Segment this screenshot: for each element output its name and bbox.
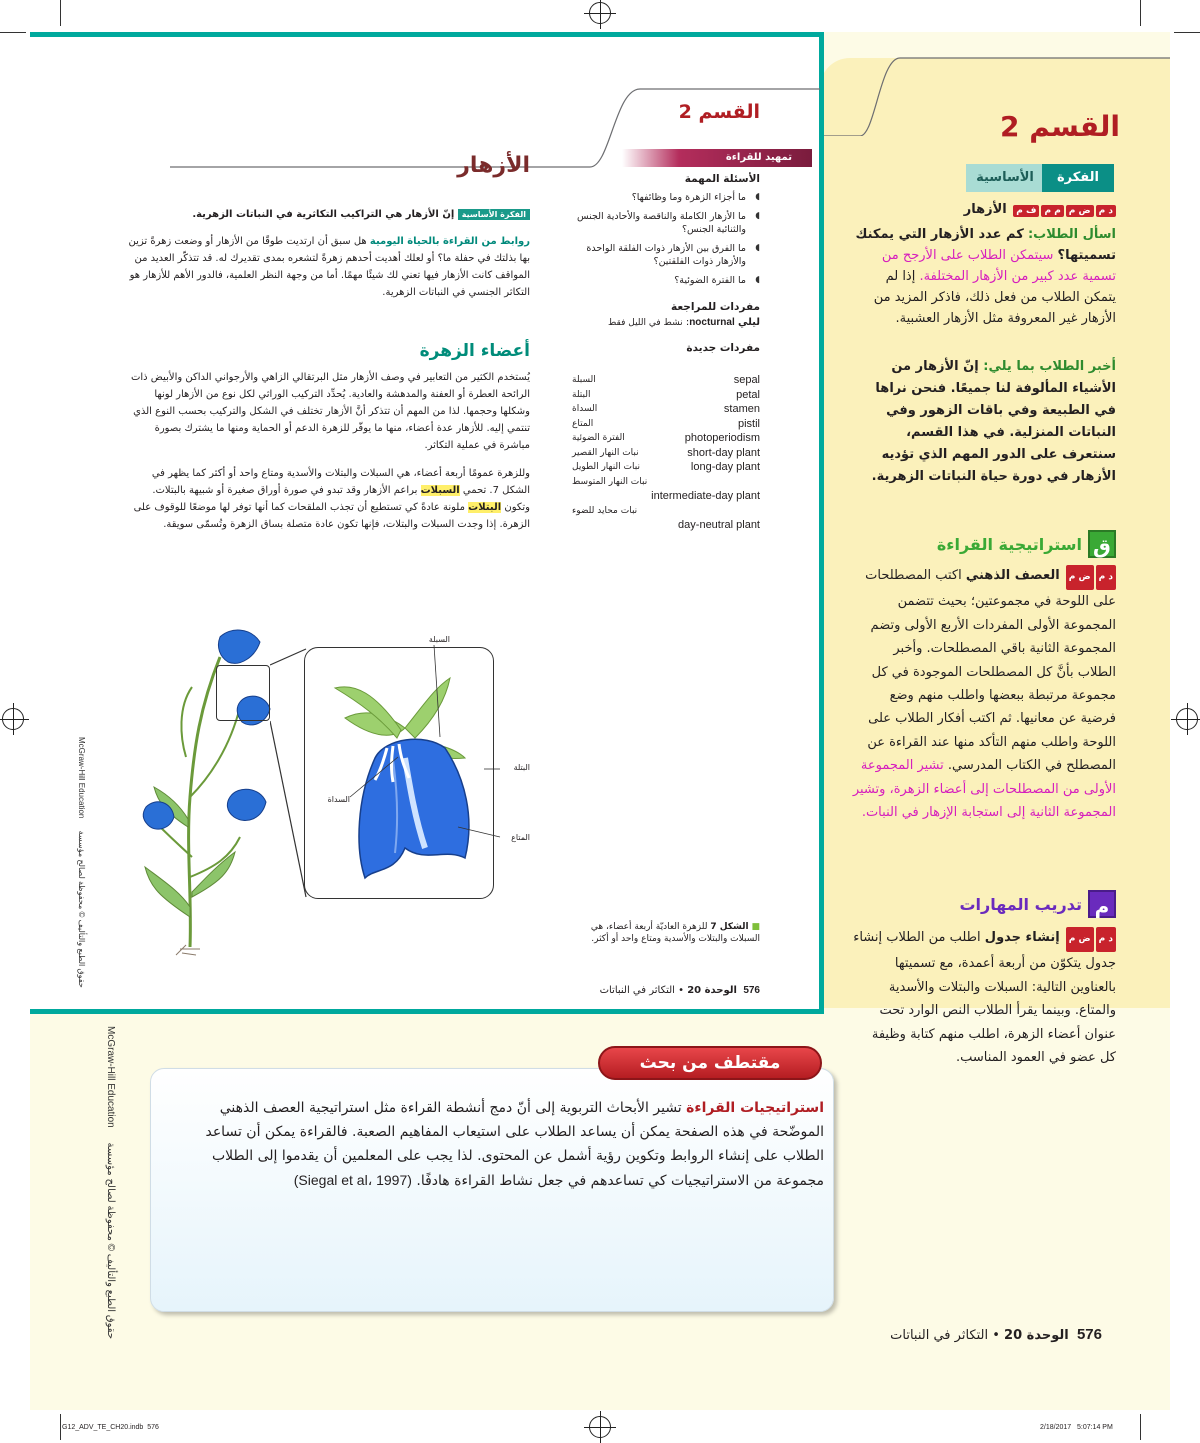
- skills-body: [852, 926, 1116, 1069]
- outer-credit: McGraw-Hill Education: [105, 1026, 116, 1128]
- key-concept-banner: [966, 164, 1114, 192]
- essential-question: ◖ ما أجزاء الزهرة وما وظائفها؟: [570, 191, 760, 204]
- te-topic: الأزهار: [963, 202, 1007, 217]
- vocab-row: [572, 388, 760, 403]
- caption-bullet: ■: [751, 922, 760, 932]
- outer-footer: 576 الوحدة 20 • التكاثر في النباتات: [890, 1326, 1102, 1343]
- vocab-en: day-neutral plant: [678, 519, 760, 531]
- te-topic-line: [960, 202, 1116, 217]
- review-vocab-entry: ليلي nocturnal: نشط في الليل فقط: [608, 317, 760, 328]
- vocab-en: sepal: [733, 374, 760, 386]
- reading-text-b: تشير المجموعة الأولى من المصطلحات إلى أعضاء الزهرة، وتشير المجموعة الثانية إلى استجابة الإزهار في النبات.: [852, 758, 1116, 821]
- review-vocab-def: نشط في الليل فقط: [608, 318, 683, 328]
- essential-question: ◖ ما الفترة الضوئية؟: [570, 274, 760, 287]
- student-page-title: الأزهار: [457, 153, 530, 178]
- level-badge: ف م: [1013, 205, 1039, 217]
- vocab-row: [572, 504, 760, 519]
- reading-strategy-body: [852, 564, 1116, 824]
- level-badge: د م: [1096, 565, 1116, 590]
- paragraph-2: [126, 465, 530, 533]
- crop-mark: [1174, 32, 1200, 33]
- main-idea: [130, 209, 530, 220]
- skills-icon: م: [1088, 890, 1116, 918]
- outer-side-credit: [105, 1026, 116, 1339]
- main-idea-badge: [458, 209, 530, 220]
- student-footer-title: التكاثر في النباتات: [599, 985, 675, 996]
- vocab-en: short-day plant: [687, 446, 760, 459]
- ask-question: كم عدد الأزهار التي يمكنك تسميتها؟: [855, 227, 1116, 263]
- crop-mark: [0, 32, 26, 33]
- outer-footer-title: التكاثر في النباتات: [890, 1328, 989, 1343]
- label-leader-lines: [330, 637, 530, 857]
- new-vocab-list: [572, 373, 760, 533]
- crop-mark: [1140, 0, 1141, 26]
- figure-caption-text: للزهرة العاديّة أربعة أعضاء، هي السبلات والبتلات والأسدية ومتاع واحد أو أكثر.: [590, 922, 760, 944]
- vocab-ar: نبات محايد للضوء: [572, 505, 638, 516]
- main-idea-label: الفكرة الأساسية: [461, 210, 526, 219]
- ask-answer: سيتمكن الطلاب على الأرجح من تسمية عدد كبير من الأزهار المختلفة.: [881, 248, 1116, 284]
- skills-text: الطلاب إنشاء جدول يتكوّن من أربعة أعمدة، مع تسميتها بالعناوين التالية: السبلات والبتلات والأسدية والمتاع. وبينما يقرأ الطلاب النص الوارد تحت عنوان أعضاء الزهرة، اطلب منهم كتابة وظيفة كل عضو في العمود المناسب.: [853, 930, 1116, 1066]
- skills-sub: إنشاء جدول: [984, 930, 1060, 945]
- key-concept-a-box: [1042, 164, 1114, 192]
- side-credit: McGraw-Hill Education: [77, 737, 86, 819]
- vocab-row: [572, 489, 760, 504]
- outer-footer-page: 576: [1076, 1326, 1102, 1343]
- registration-mark-right: [1176, 708, 1198, 730]
- student-footer-unit: الوحدة 20: [687, 985, 737, 996]
- side-copyright: حقوق الطبع والتأليف © محفوظة لصالح مؤسسة: [77, 830, 86, 988]
- flower-organs-heading: أعضاء الزهرة: [419, 341, 530, 361]
- research-citation: (Siegal et al، 1997): [293, 1172, 412, 1188]
- tell-students-block: [850, 356, 1116, 488]
- te-section-label: القسم 2: [1000, 110, 1120, 143]
- crop-mark: [1140, 1414, 1141, 1440]
- slug-date: 2/18/2017 5:07:14 PM: [1040, 1424, 1113, 1431]
- reading-text-a: اكتب المصطلحات على اللوحة في مجموعتين؛ بحيث تتضمن المجموعة الأولى المفردات الأربع الأولى وتضم المجموعة الثانية باقي المصطلحات. وأخبر الطلاب بأنَّ كل المصطلحات الموجودة في كل مجموعة مرتبطة ببعضها واطلب منهم وضع فرضية عن معانيها. ثم اكتب أفكار الطلاب على اللوحة واطلب منهم التأكد منها عند القراءة عن المصطلح في الكتاب المدرسي.: [865, 568, 1116, 774]
- vocab-row: [572, 373, 760, 388]
- key-concept-a: الفكرة: [1056, 170, 1099, 185]
- vocab-row: [572, 460, 760, 475]
- level-badge: د م: [1096, 205, 1116, 217]
- vocab-row: [572, 431, 760, 446]
- bellflower-plant-illustration: [120, 597, 280, 957]
- real-world-text: هل سبق أن ارتديت طوقًا من الأزهار أو وضعت زهرةً تزين بها بذلتك في حفلة ما؟ أو لعلك أهديت أحدهم زهرةً لتشعره بمدى تقديرك له. قد تتذكّر العديد من المواقف كانت الأزهار فيها تعني لك شيئًا مهمًا. أما من وجهة النظر العلمية، فالدور الأهم للأزهار هو التكاثر الجنسي في النباتات الزهرية.: [128, 236, 530, 298]
- key-concept-b-box: [966, 164, 1044, 192]
- reading-strategy-header: [880, 530, 1116, 560]
- research-body: [172, 1096, 824, 1193]
- vocab-en: petal: [736, 388, 760, 401]
- level-badge: د م: [1096, 927, 1116, 952]
- crop-mark: [60, 0, 61, 26]
- essential-questions-heading: الأسئلة المهمة: [684, 173, 760, 185]
- essential-questions-list: [570, 191, 760, 287]
- level-badge: م م: [1041, 205, 1063, 217]
- level-badge: ض م: [1066, 205, 1094, 217]
- vocab-ar: البتلة: [572, 389, 591, 400]
- vocab-ar: المتاع: [572, 418, 594, 429]
- review-vocab-term: nocturnal: [689, 317, 735, 328]
- skills-header: [880, 890, 1116, 920]
- paragraph-1: يُستخدم الكثير من التعابير في وصف الأزهار مثل البرتقالي الزاهي والأرجواني الداكن والأبيض ذات الرائحة العطرة أو العفنة والمدهشة والعادية. يُحدِّد التركيب الوراثي لكل نوع من الأزهار لونها وشكلها وحجمها. لذا من المهم أن تتذكر أنَّ الأزهار تختلف في الشكل والتركيب بحسب النوع الذي تنتمي إليه. للأزهار عدة أعضاء، منها ما يوفّر للزهرة الدعم أو الحماية ومنها ما يشترك بصورة مباشرة في عملية التكاثر.: [130, 372, 530, 451]
- vocab-ar: نبات النهار المتوسط: [572, 476, 648, 487]
- paragraph-2-b: براعم الأزهار وقد تبدو في صورة أوراق صغيرة أو شبيهة بالبتلات. وتكون: [152, 485, 530, 513]
- vocab-ar: نبات النهار القصير: [572, 447, 639, 458]
- zoom-box-small: [216, 665, 270, 721]
- vocab-row: [572, 475, 760, 490]
- ask-students-block: [850, 224, 1116, 329]
- label-stamen: السداة: [327, 795, 350, 804]
- paragraph-2-a: وللزهرة عمومًا أربعة أعضاء، هي السبلات والبتلات والأسدية ومتاع واحد أو أكثر كما يظهر في الشكل 7. تحمي: [151, 468, 530, 496]
- essential-question: ◖ ما الفرق بين الأزهار ذوات الفلقة الواحدة والأزهار ذوات الفلقتين؟: [570, 242, 760, 268]
- reading-strategy-title: استراتيجية القراءة: [936, 535, 1082, 554]
- level-badge: ض م: [1066, 927, 1094, 952]
- label-pistil: المتاع: [511, 833, 530, 842]
- reading-strategy-icon: ق: [1088, 530, 1116, 558]
- vocab-ar: نبات النهار الطويل: [572, 462, 640, 472]
- reading-sub: العصف الذهني: [965, 568, 1060, 583]
- vocab-en: intermediate-day plant: [651, 490, 760, 502]
- term-petals: البتلات: [468, 502, 502, 513]
- outer-footer-unit: الوحدة 20: [1004, 1328, 1069, 1343]
- essential-question: ◖ ما الأزهار الكاملة والناقصة والأحادية الجنس والثنائية الجنس؟: [570, 210, 760, 236]
- paragraph-2-c: ملونة عادةً كي تستطيع أن تجذب الملقحات كما أنها توفر لها موضعًا للوقوف على الزهرة. إذا وجدت السبلات والبتلات، فإنها تكون عادة متصلة بساق الزهرة وتُسمّى سويقة.: [133, 502, 530, 530]
- research-title: مقتطف من بحث: [639, 1053, 781, 1073]
- vocab-en: pistil: [737, 417, 760, 430]
- vocab-row: [572, 446, 760, 461]
- vocab-ar: السبلة: [572, 375, 596, 385]
- vocab-row: [572, 402, 760, 417]
- research-title-pill: [598, 1046, 822, 1080]
- real-world-paragraph: [126, 233, 530, 301]
- crop-mark: [60, 1414, 61, 1440]
- registration-mark-left: [2, 708, 24, 730]
- student-footer-page: 576: [743, 985, 760, 996]
- research-label: استراتيجيات القراءة: [686, 1100, 824, 1116]
- vocab-en: long-day plant: [690, 461, 760, 473]
- registration-mark-top: [589, 2, 611, 24]
- slug-file: G12_ADV_TE_CH20.indb 576: [62, 1424, 159, 1431]
- skills-lead: اطلب من: [928, 930, 981, 945]
- ask-followup: إذا لم يتمكن الطلاب من فعل ذلك، فاذكر المزيد من الأزهار غير المعروفة مثل الأزهار العشبية.: [873, 269, 1116, 326]
- review-vocab-ar: ليلي: [737, 317, 760, 328]
- student-section-label: القسم 2: [678, 101, 760, 123]
- figure-caption: [560, 921, 760, 945]
- label-sepal: السبلة: [428, 635, 450, 644]
- outer-copyright: حقوق الطبع والتأليف © محفوظة لصالح مؤسسة: [105, 1142, 116, 1339]
- term-sepals: السبلات: [420, 485, 460, 496]
- vocab-ar: السداة: [572, 404, 598, 414]
- vocab-en: stamen: [723, 403, 760, 415]
- student-page: [30, 32, 824, 1014]
- real-world-label: روابط من القراءة بالحياة اليومية: [369, 236, 530, 247]
- label-petal: البتلة: [513, 763, 530, 772]
- level-badge: ض م: [1066, 565, 1094, 590]
- tell-text: إنّ الأزهار من الأشياء المألوفة لنا جميعًا. فنحن نراها في الطبيعة وفي باقات الزهور وفي النباتات المنزلية. في هذا القسم، سنتعرف على الدور المهم الذي تؤديه الأزهار في دورة حياة النباتات الزهرية.: [871, 359, 1116, 484]
- vocab-row: [572, 417, 760, 432]
- prep-heading-bar: [622, 149, 812, 167]
- side-credit-vertical: [77, 737, 86, 988]
- figure-caption-label: الشكل 7: [710, 922, 749, 932]
- vocab-ar: الفترة الضوئية: [572, 433, 625, 443]
- tell-label: أخبر الطلاب بما يلي:: [983, 359, 1116, 374]
- essential-questions: [570, 173, 760, 360]
- vocab-row: [572, 518, 760, 533]
- student-footer: 576 الوحدة 20 • التكاثر في النباتات: [599, 985, 760, 996]
- research-text: تشير الأبحاث التربوية إلى أنّ دمج أنشطة القراءة مثل استراتيجية العصف الذهني الموضّحة في هذه الصفحة يمكن أن يساعد الطلاب على استيعاب المفاهيم الصعبة. فالقراءة يمكن أن تساعد الطلاب على إنشاء الروابط وتكوين رؤية أشمل عن المحتوى. لذا يجب على المعلمين أن يقدموا إلى الطلاب مجموعة من الاستراتيجيات كي تساعدهم في جعل نشاط القراءة هادفًا.: [205, 1100, 824, 1189]
- prep-heading: تمهيد للقراءة: [725, 152, 792, 163]
- key-concept-b: الأساسية: [976, 170, 1034, 185]
- vocab-en: photoperiodism: [684, 432, 760, 444]
- review-vocab-heading: مفردات للمراجعة: [670, 301, 760, 313]
- registration-mark-bottom: [589, 1416, 611, 1438]
- new-vocab-heading: مفردات جديدة: [686, 342, 760, 354]
- main-idea-text: إنّ الأزهار هي التراكيب التكاثرية في النباتات الزهرية.: [192, 209, 455, 220]
- skills-title: تدريب المهارات: [959, 895, 1082, 914]
- ask-label: اسأل الطلاب:: [1027, 227, 1116, 242]
